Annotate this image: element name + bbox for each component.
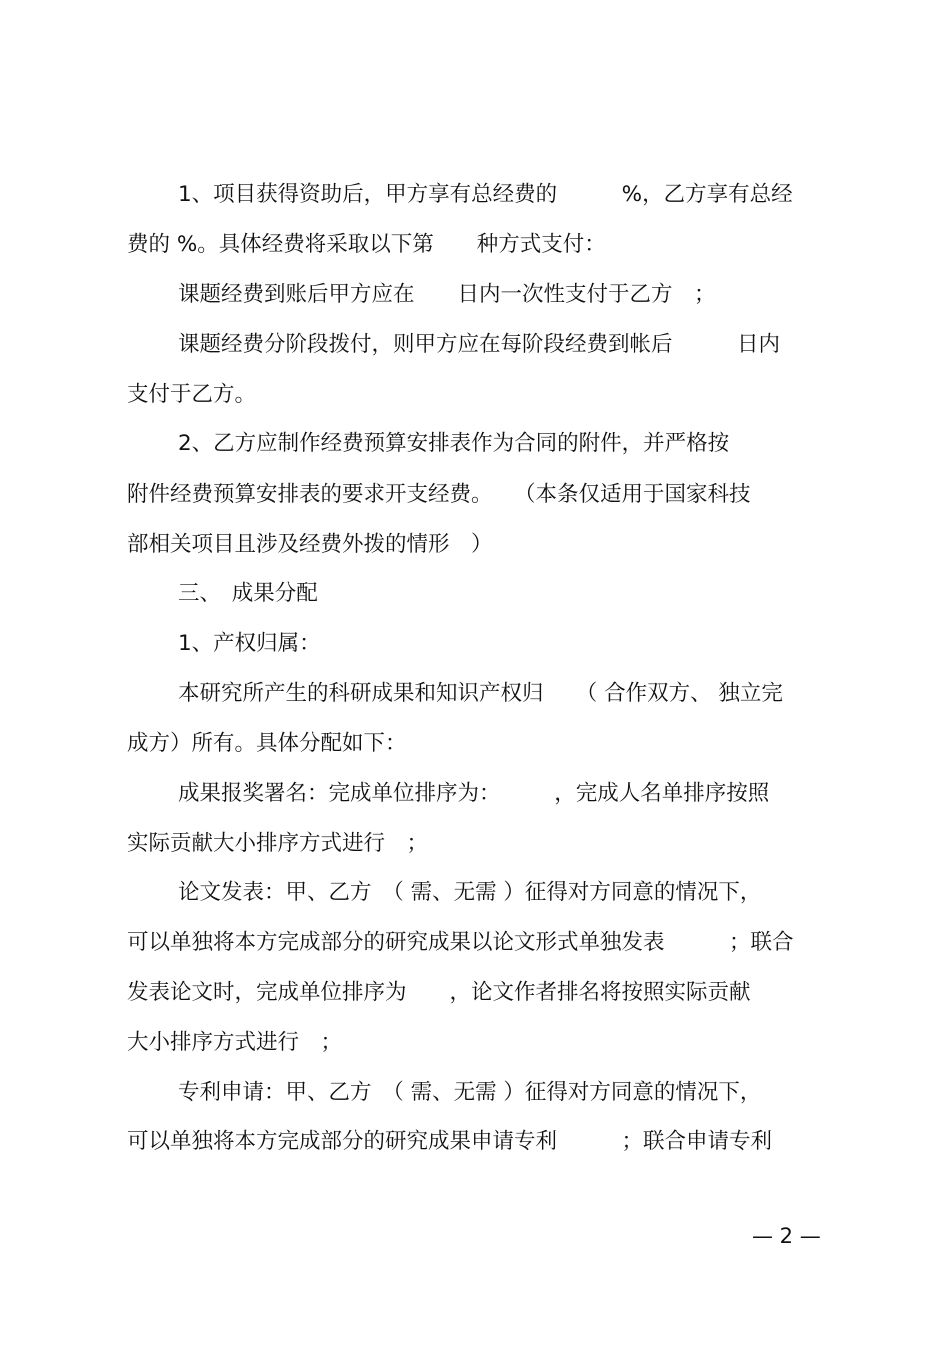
text-line: 1、项目获得资助后，甲方享有总经费的 %，乙方享有总经 bbox=[178, 182, 793, 207]
text-line: 费的 %。具体经费将采取以下第 种方式支付： bbox=[127, 232, 606, 257]
text-line: 支付于乙方。 bbox=[127, 382, 257, 407]
text-line: 成果报奖署名：完成单位排序为： ，完成人名单排序按照 bbox=[178, 781, 770, 806]
text-line: 可以单独将本方完成部分的研究成果以论文形式单独发表 ；联合 bbox=[127, 930, 794, 955]
page-number: — 2 — bbox=[752, 1224, 821, 1248]
text-line: 实际贡献大小排序方式进行 ； bbox=[127, 831, 429, 856]
text-line: 大小排序方式进行 ； bbox=[127, 1030, 343, 1055]
text-line: 专利申请：甲、乙方 （ 需、无需 ）征得对方同意的情况下， bbox=[178, 1080, 762, 1105]
text-line: 本研究所产生的科研成果和知识产权归 （ 合作双方、 独立完 bbox=[178, 681, 783, 706]
text-line: 课题经费到账后甲方应在 日内一次性支付于乙方 ； bbox=[178, 282, 716, 307]
text-line: 附件经费预算安排表的要求开支经费。 （本条仅适用于国家科技 bbox=[127, 482, 751, 507]
text-line: 发表论文时，完成单位排序为 ，论文作者排名将按照实际贡献 bbox=[127, 980, 751, 1005]
subsection-heading: 1、产权归属： bbox=[178, 631, 321, 656]
text-line: 可以单独将本方完成部分的研究成果申请专利 ；联合申请专利 bbox=[127, 1129, 773, 1154]
text-line: 课题经费分阶段拨付，则甲方应在每阶段经费到帐后 日内 bbox=[178, 332, 781, 357]
text-line: 2、乙方应制作经费预算安排表作为合同的附件，并严格按 bbox=[178, 431, 730, 456]
text-line: 部相关项目且涉及经费外拨的情形 ） bbox=[127, 532, 493, 557]
text-line: 成方）所有。具体分配如下： bbox=[127, 731, 407, 756]
section-heading: 三、 成果分配 bbox=[178, 581, 318, 606]
text-line: 论文发表：甲、乙方 （ 需、无需 ）征得对方同意的情况下， bbox=[178, 880, 762, 905]
